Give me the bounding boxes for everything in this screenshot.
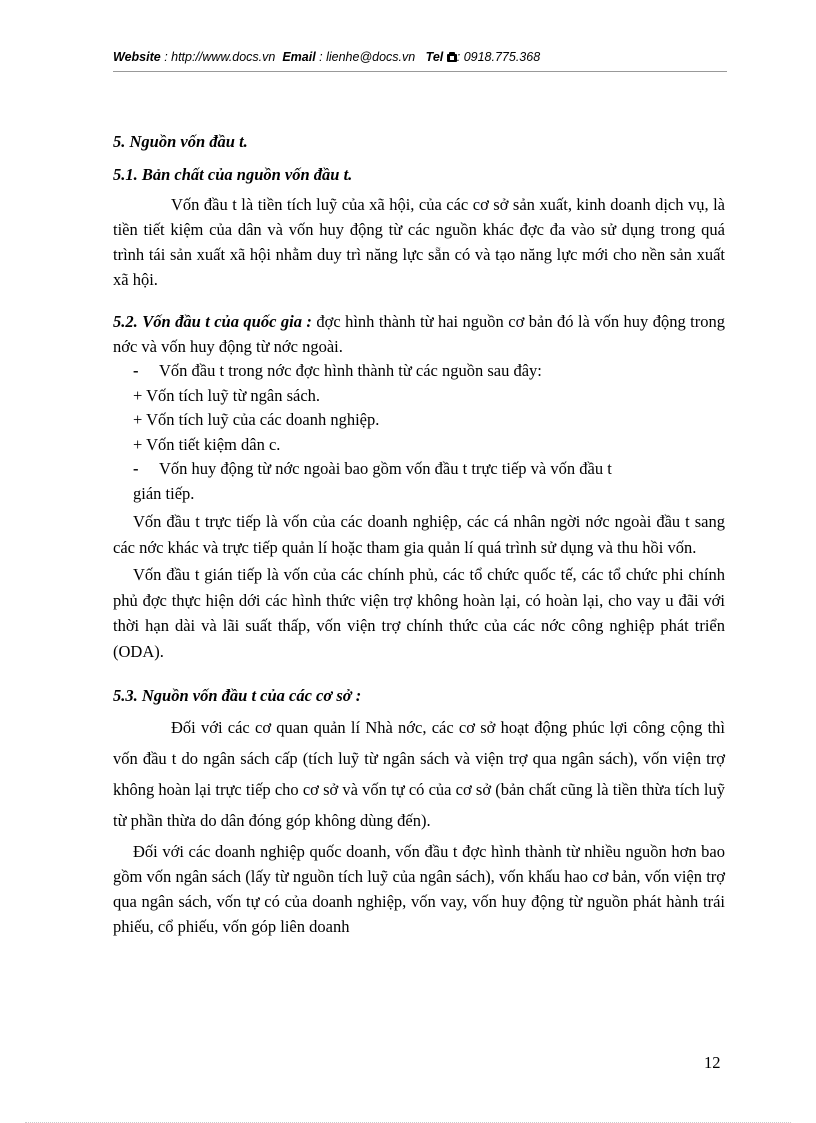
list-item: + Vốn tích luỹ từ ngân sách. xyxy=(133,385,321,405)
tel-label: Tel xyxy=(425,50,444,64)
tel-value: : 0918.775.368 xyxy=(456,50,541,64)
paragraph-5-3-a: Đối với các cơ quan quản lí Nhà nớc, các cơ sở hoạt động phúc lợi công cộng thì vốn đầu t do ngân sách cấp (tích luỹ từ ngân sách và viện trợ qua ngân sách), vốn viện trợ không hoàn lại trực tiếp cho cơ sở và vốn tự có của cơ sở (bản chất cũng là tiền thừa tích luỹ từ phần thừa do dân đóng góp không dùng đến). xyxy=(113,717,725,830)
bullet-1-text: Vốn đầu t trong nớc đợc hình thành từ các nguồn sau đây: xyxy=(159,361,542,380)
email-label: Email xyxy=(282,50,316,64)
paragraph-5-3-b: Đối với các doanh nghiệp quốc doanh, vốn đầu t đợc hình thành từ nhiều nguồn hơn bao gồm vốn ngân sách (lấy từ nguồn tích luỹ của ngân sách), vốn khấu hao cơ bản, vốn viện trợ qua ngân sách, vốn tự có của doanh nghiệp, vốn vay, vốn huy động từ nguồn phát hành trái phiếu, cổ phiếu, vốn góp liên doanh xyxy=(113,841,725,936)
bullet-2-text: Vốn huy động từ nớc ngoài bao gồm vốn đầu t trực tiếp và vốn đầu t xyxy=(159,459,612,478)
phone-icon xyxy=(447,51,457,61)
heading-5-3: 5.3. Nguồn vốn đầu t của các cơ sở : xyxy=(113,686,362,705)
page-number: 12 xyxy=(704,1053,721,1072)
list-item: + Vốn tích luỹ của các doanh nghiệp. xyxy=(133,410,380,429)
email-value: : lienhe@docs.vn xyxy=(319,50,416,64)
website-label: Website xyxy=(113,50,161,64)
dash-icon: - xyxy=(133,361,139,380)
heading-5-2: 5.2. Vốn đầu t của quốc gia : xyxy=(113,312,312,331)
paragraph-5-2 xyxy=(113,309,725,359)
document-body xyxy=(113,130,725,939)
bullet-item xyxy=(113,457,725,482)
dash-icon: - xyxy=(133,459,139,478)
heading-5-1: 5.1. Bản chất của nguồn vốn đầu t. xyxy=(113,164,353,184)
paragraph-oda: Vốn đầu t gián tiếp là vốn của các chính phủ, các tổ chức quốc tế, các tổ chức phi chính phủ đợc thực hiện dới các hình thức viện trợ không hoàn lại, có hoàn lại, cho vay u đãi với thời hạn dài và lãi suất thấp, vốn viện trợ chính thức của các nớc công nghiệp phát triển (ODA). xyxy=(113,565,725,661)
paragraph-5-1: Vốn đầu t là tiền tích luỹ của xã hội, của các cơ sở sản xuất, kinh doanh dịch vụ, là tiền tiết kiệm của dân và vốn huy động từ các nguồn khác đợc đa vào sử dụng trong quá trình tái sản xuất xã hội nhằm duy trì năng lực sẵn có và tạo năng lực mới cho nền sản xuất xã hội. xyxy=(113,195,725,289)
heading-5: 5. Nguồn vốn đầu t. xyxy=(113,132,248,151)
header-divider xyxy=(113,71,727,72)
website-value: : http://www.docs.vn xyxy=(164,50,276,64)
bullet-2-continued: gián tiếp. xyxy=(133,483,195,503)
page-header xyxy=(113,50,723,64)
paragraph-fdi: Vốn đầu t trực tiếp là vốn của các doanh nghiệp, các cá nhân ngời nớc ngoài đầu t sang các nớc khác và trực tiếp quản lí hoặc tham gia quản lí quá trình sử dụng và thu hồi vốn. xyxy=(113,512,725,557)
bullet-item xyxy=(113,359,725,384)
paragraph-5-2-text: đợc hình thành từ hai nguồn cơ bản đó là vốn huy động trong nớc và vốn huy động từ nớc ngoài. xyxy=(113,312,725,356)
list-item: + Vốn tiết kiệm dân c. xyxy=(133,434,281,454)
